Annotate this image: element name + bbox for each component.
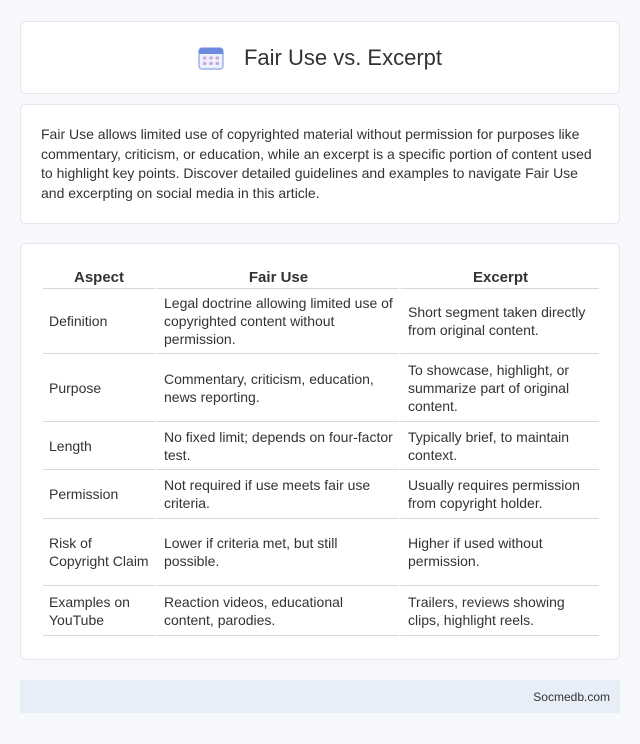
row-fair-use: Legal doctrine allowing limited use of copyrighted content without permission. bbox=[155, 289, 399, 354]
comparison-card bbox=[20, 243, 620, 660]
title-card bbox=[20, 21, 620, 94]
comparison-table bbox=[43, 264, 599, 636]
row-fair-use: Commentary, criticism, education, news reporting. bbox=[155, 354, 399, 422]
row-fair-use: Not required if use meets fair use criteria. bbox=[155, 470, 399, 519]
row-aspect: Examples on YouTube bbox=[43, 586, 155, 636]
header-fair-use: Fair Use bbox=[155, 264, 399, 289]
calendar-icon bbox=[198, 45, 224, 71]
header-aspect: Aspect bbox=[43, 264, 155, 289]
intro-paragraph: Fair Use allows limited use of copyrighted material without permission for purposes like commentary, criticism, or education, while an excerpt is a specific portion of content used to highlight key points. Discover detailed guidelines and examples to navigate Fair Use and excerpting on social media in this article. bbox=[41, 126, 592, 201]
row-aspect: Length bbox=[43, 422, 155, 470]
row-aspect: Purpose bbox=[43, 354, 155, 422]
header-excerpt: Excerpt bbox=[399, 264, 599, 289]
table-row bbox=[43, 519, 599, 586]
table-row bbox=[43, 422, 599, 470]
row-excerpt: Typically brief, to maintain context. bbox=[399, 422, 599, 470]
page-title: Fair Use vs. Excerpt bbox=[243, 44, 443, 70]
intro-card bbox=[20, 104, 620, 224]
row-excerpt: Higher if used without permission. bbox=[399, 519, 599, 586]
table-header-row bbox=[43, 264, 599, 289]
row-excerpt: Usually requires permission from copyright holder. bbox=[399, 470, 599, 519]
row-fair-use: Lower if criteria met, but still possible. bbox=[155, 519, 399, 586]
row-aspect: Permission bbox=[43, 470, 155, 519]
table-row bbox=[43, 470, 599, 519]
table-row bbox=[43, 586, 599, 636]
row-excerpt: To showcase, highlight, or summarize part of original content. bbox=[399, 354, 599, 422]
table-row bbox=[43, 354, 599, 422]
row-aspect: Risk of Copyright Claim bbox=[43, 519, 155, 586]
row-fair-use: Reaction videos, educational content, parodies. bbox=[155, 586, 399, 636]
row-aspect: Definition bbox=[43, 289, 155, 354]
footer-site-link[interactable]: Socmedb.com bbox=[533, 689, 610, 704]
row-fair-use: No fixed limit; depends on four-factor test. bbox=[155, 422, 399, 470]
row-excerpt: Trailers, reviews showing clips, highlight reels. bbox=[399, 586, 599, 636]
footer-bar bbox=[20, 680, 620, 713]
table-row bbox=[43, 289, 599, 354]
row-excerpt: Short segment taken directly from original content. bbox=[399, 289, 599, 354]
